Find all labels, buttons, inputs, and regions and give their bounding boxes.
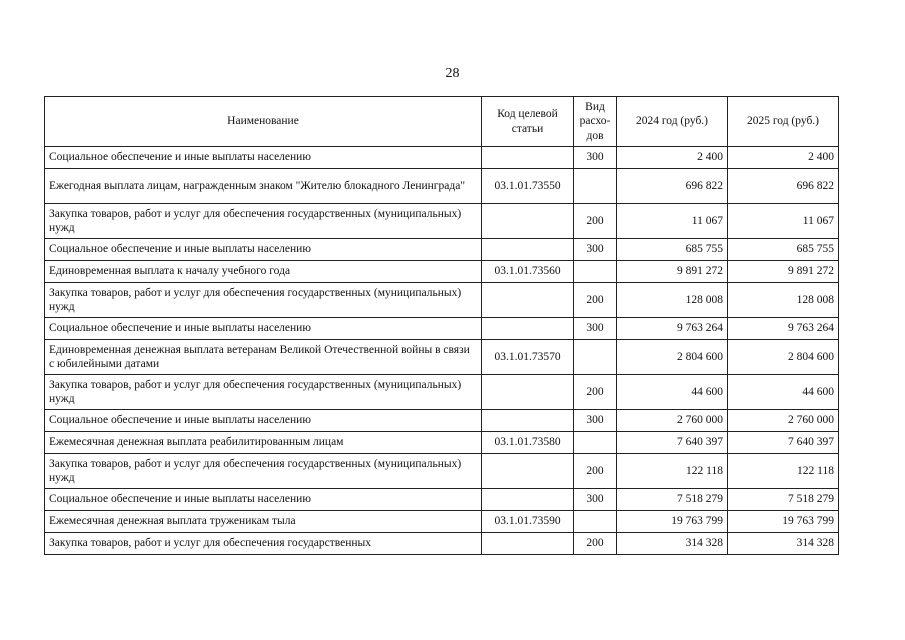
row-code-cell bbox=[482, 533, 574, 555]
row-2024-cell: 685 755 bbox=[617, 239, 728, 261]
row-name-cell: Социальное обеспечение и иные выплаты населению bbox=[45, 489, 482, 511]
row-kind-cell: 300 bbox=[574, 489, 617, 511]
row-kind-cell: 300 bbox=[574, 318, 617, 340]
header-name: Наименование bbox=[45, 97, 482, 147]
table-row bbox=[45, 454, 839, 489]
row-kind-cell bbox=[574, 169, 617, 204]
header-code: Код целевой статьи bbox=[482, 97, 574, 147]
row-2025-cell: 696 822 bbox=[728, 169, 839, 204]
row-name-cell: Социальное обеспечение и иные выплаты населению bbox=[45, 410, 482, 432]
page-number: 28 bbox=[445, 66, 460, 81]
header-kind: Вид расхо-дов bbox=[574, 97, 617, 147]
row-2024-cell: 9 891 272 bbox=[617, 261, 728, 283]
row-2025-cell: 122 118 bbox=[728, 454, 839, 489]
row-2025-cell: 2 760 000 bbox=[728, 410, 839, 432]
row-2024-cell: 11 067 bbox=[617, 204, 728, 239]
row-kind-cell: 200 bbox=[574, 204, 617, 239]
table-row bbox=[45, 533, 839, 555]
table-row bbox=[45, 432, 839, 454]
row-2024-cell: 2 804 600 bbox=[617, 340, 728, 375]
table-row bbox=[45, 261, 839, 283]
row-code-cell: 03.1.01.73550 bbox=[482, 169, 574, 204]
row-name-cell: Ежегодная выплата лицам, награжденным знаком "Жителю блокадного Ленинграда" bbox=[45, 169, 482, 204]
row-2025-cell: 9 763 264 bbox=[728, 318, 839, 340]
table-row bbox=[45, 489, 839, 511]
row-2025-cell: 2 400 bbox=[728, 147, 839, 169]
row-kind-cell: 200 bbox=[574, 533, 617, 555]
row-2025-cell: 685 755 bbox=[728, 239, 839, 261]
table-row bbox=[45, 239, 839, 261]
row-kind-cell: 300 bbox=[574, 239, 617, 261]
table-body bbox=[45, 147, 839, 555]
row-kind-cell: 200 bbox=[574, 375, 617, 410]
row-2024-cell: 314 328 bbox=[617, 533, 728, 555]
row-kind-cell: 300 bbox=[574, 147, 617, 169]
row-2025-cell: 7 518 279 bbox=[728, 489, 839, 511]
row-code-cell bbox=[482, 147, 574, 169]
row-2024-cell: 9 763 264 bbox=[617, 318, 728, 340]
row-name-cell: Закупка товаров, работ и услуг для обеспечения государственных (муниципальных) нужд bbox=[45, 454, 482, 489]
row-code-cell bbox=[482, 375, 574, 410]
row-2024-cell: 7 640 397 bbox=[617, 432, 728, 454]
row-kind-cell: 300 bbox=[574, 410, 617, 432]
table-row bbox=[45, 204, 839, 239]
table-row bbox=[45, 169, 839, 204]
table-row bbox=[45, 511, 839, 533]
table-row bbox=[45, 340, 839, 375]
row-name-cell: Закупка товаров, работ и услуг для обеспечения государственных (муниципальных) нужд bbox=[45, 204, 482, 239]
row-2024-cell: 2 760 000 bbox=[617, 410, 728, 432]
row-2025-cell: 2 804 600 bbox=[728, 340, 839, 375]
table-row bbox=[45, 283, 839, 318]
header-2024: 2024 год (руб.) bbox=[617, 97, 728, 147]
row-2025-cell: 19 763 799 bbox=[728, 511, 839, 533]
row-2024-cell: 19 763 799 bbox=[617, 511, 728, 533]
row-2025-cell: 314 328 bbox=[728, 533, 839, 555]
row-2025-cell: 9 891 272 bbox=[728, 261, 839, 283]
row-2024-cell: 7 518 279 bbox=[617, 489, 728, 511]
row-code-cell: 03.1.01.73570 bbox=[482, 340, 574, 375]
row-name-cell: Социальное обеспечение и иные выплаты населению bbox=[45, 147, 482, 169]
row-name-cell: Закупка товаров, работ и услуг для обеспечения государственных (муниципальных) нужд bbox=[45, 283, 482, 318]
row-kind-cell bbox=[574, 261, 617, 283]
row-2025-cell: 11 067 bbox=[728, 204, 839, 239]
row-code-cell bbox=[482, 283, 574, 318]
row-name-cell: Закупка товаров, работ и услуг для обеспечения государственных bbox=[45, 533, 482, 555]
table-row bbox=[45, 318, 839, 340]
row-kind-cell: 200 bbox=[574, 283, 617, 318]
row-kind-cell: 200 bbox=[574, 454, 617, 489]
row-code-cell bbox=[482, 239, 574, 261]
row-code-cell: 03.1.01.73560 bbox=[482, 261, 574, 283]
row-2025-cell: 44 600 bbox=[728, 375, 839, 410]
row-name-cell: Социальное обеспечение и иные выплаты населению bbox=[45, 239, 482, 261]
row-2025-cell: 7 640 397 bbox=[728, 432, 839, 454]
row-code-cell bbox=[482, 410, 574, 432]
row-2024-cell: 122 118 bbox=[617, 454, 728, 489]
row-kind-cell bbox=[574, 432, 617, 454]
budget-table bbox=[44, 96, 839, 555]
row-code-cell: 03.1.01.73580 bbox=[482, 432, 574, 454]
row-kind-cell bbox=[574, 340, 617, 375]
row-2024-cell: 44 600 bbox=[617, 375, 728, 410]
row-name-cell: Единовременная выплата к началу учебного года bbox=[45, 261, 482, 283]
row-name-cell: Единовременная денежная выплата ветеранам Великой Отечественной войны в связи с юбилейными датами bbox=[45, 340, 482, 375]
row-name-cell: Закупка товаров, работ и услуг для обеспечения государственных (муниципальных) нужд bbox=[45, 375, 482, 410]
row-name-cell: Ежемесячная денежная выплата труженикам тыла bbox=[45, 511, 482, 533]
row-code-cell bbox=[482, 318, 574, 340]
row-name-cell: Ежемесячная денежная выплата реабилитированным лицам bbox=[45, 432, 482, 454]
row-code-cell bbox=[482, 204, 574, 239]
header-2025: 2025 год (руб.) bbox=[728, 97, 839, 147]
table-row bbox=[45, 147, 839, 169]
row-code-cell: 03.1.01.73590 bbox=[482, 511, 574, 533]
table-header-row bbox=[45, 97, 839, 147]
row-name-cell: Социальное обеспечение и иные выплаты населению bbox=[45, 318, 482, 340]
table-row bbox=[45, 375, 839, 410]
table-row bbox=[45, 410, 839, 432]
row-2024-cell: 696 822 bbox=[617, 169, 728, 204]
row-2025-cell: 128 008 bbox=[728, 283, 839, 318]
row-2024-cell: 128 008 bbox=[617, 283, 728, 318]
row-code-cell bbox=[482, 489, 574, 511]
row-2024-cell: 2 400 bbox=[617, 147, 728, 169]
row-kind-cell bbox=[574, 511, 617, 533]
row-code-cell bbox=[482, 454, 574, 489]
